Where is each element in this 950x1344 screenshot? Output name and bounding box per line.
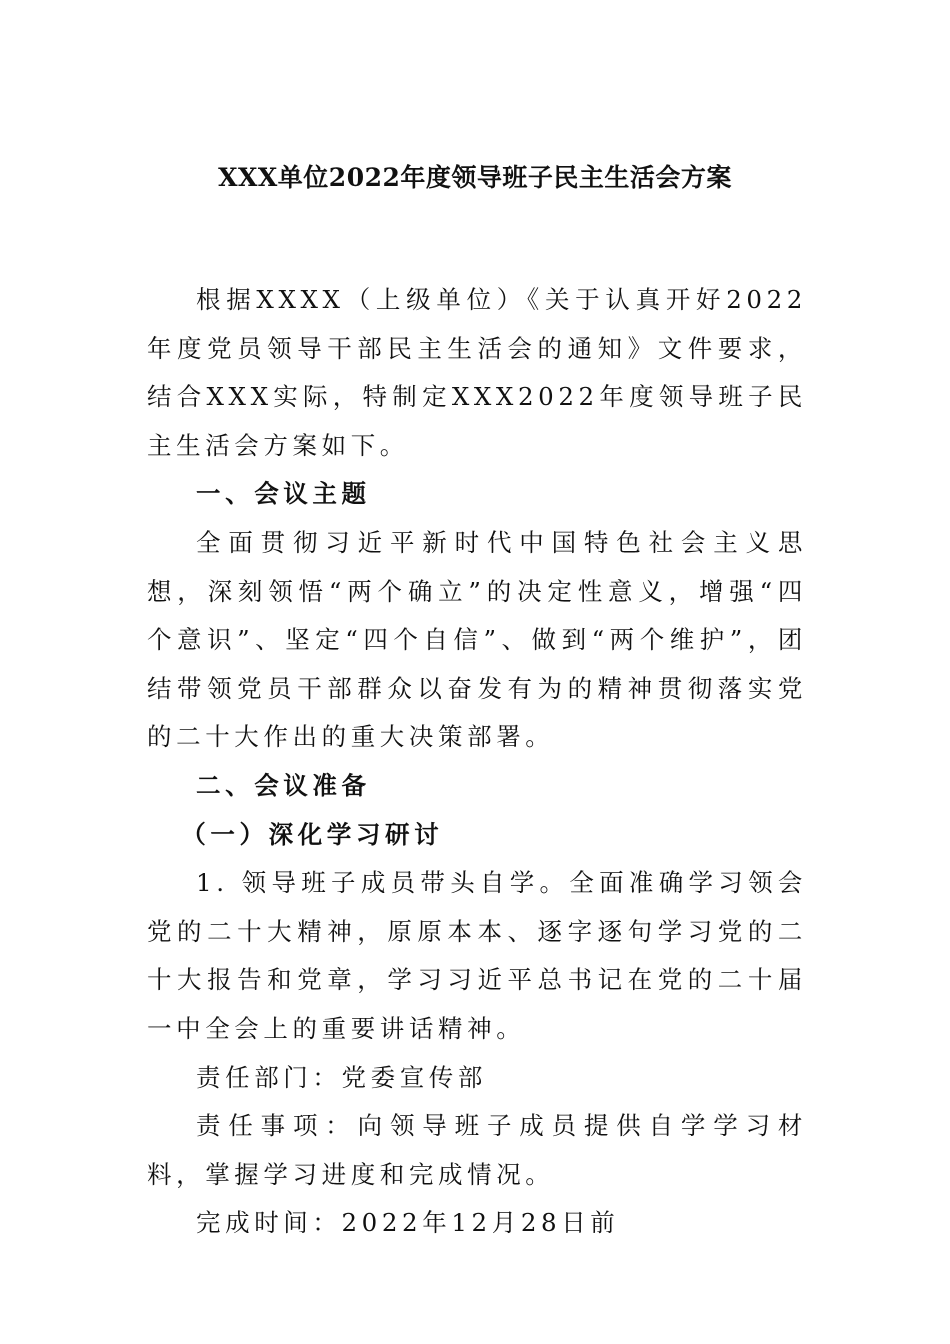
document-title: XXX单位2022年度领导班子民主生活会方案	[218, 163, 732, 192]
intro-paragraph: 根据XXXX（上级单位）《关于认真开好2022年度党员领导干部民主生活会的通知》文件要求，结合XXX实际，特制定XXX2022年度领导班子民主生活会方案如下。	[147, 285, 807, 460]
section-heading-meeting-preparation: 二、会议准备	[196, 770, 371, 800]
document-body	[147, 276, 807, 1248]
responsible-department: 责任部门：党委宣传部	[196, 1062, 487, 1092]
responsible-matters: 责任事项：向领导班子成员提供自学学习材料，掌握学习进度和完成情况。	[147, 1111, 807, 1189]
completion-deadline: 完成时间：2022年12月28日前	[196, 1208, 620, 1238]
meeting-theme-paragraph: 全面贯彻习近平新时代中国特色社会主义思想，深刻领悟“两个确立”的决定性意义，增强“四个意识”、坚定“四个自信”、做到“两个维护”，团结带领党员干部群众以奋发有为的精神贯彻落实党的二十大作出的重大决策部署。	[147, 527, 807, 752]
section-heading-meeting-theme: 一、会议主题	[196, 479, 371, 509]
self-study-paragraph: 1. 领导班子成员带头自学。全面准确学习领会党的二十大精神，原原本本、逐字逐句学习党的二十大报告和党章，学习习近平总书记在党的二十届一中全会上的重要讲话精神。	[147, 868, 807, 1043]
subsection-heading-study: （一）深化学习研讨	[181, 819, 444, 849]
